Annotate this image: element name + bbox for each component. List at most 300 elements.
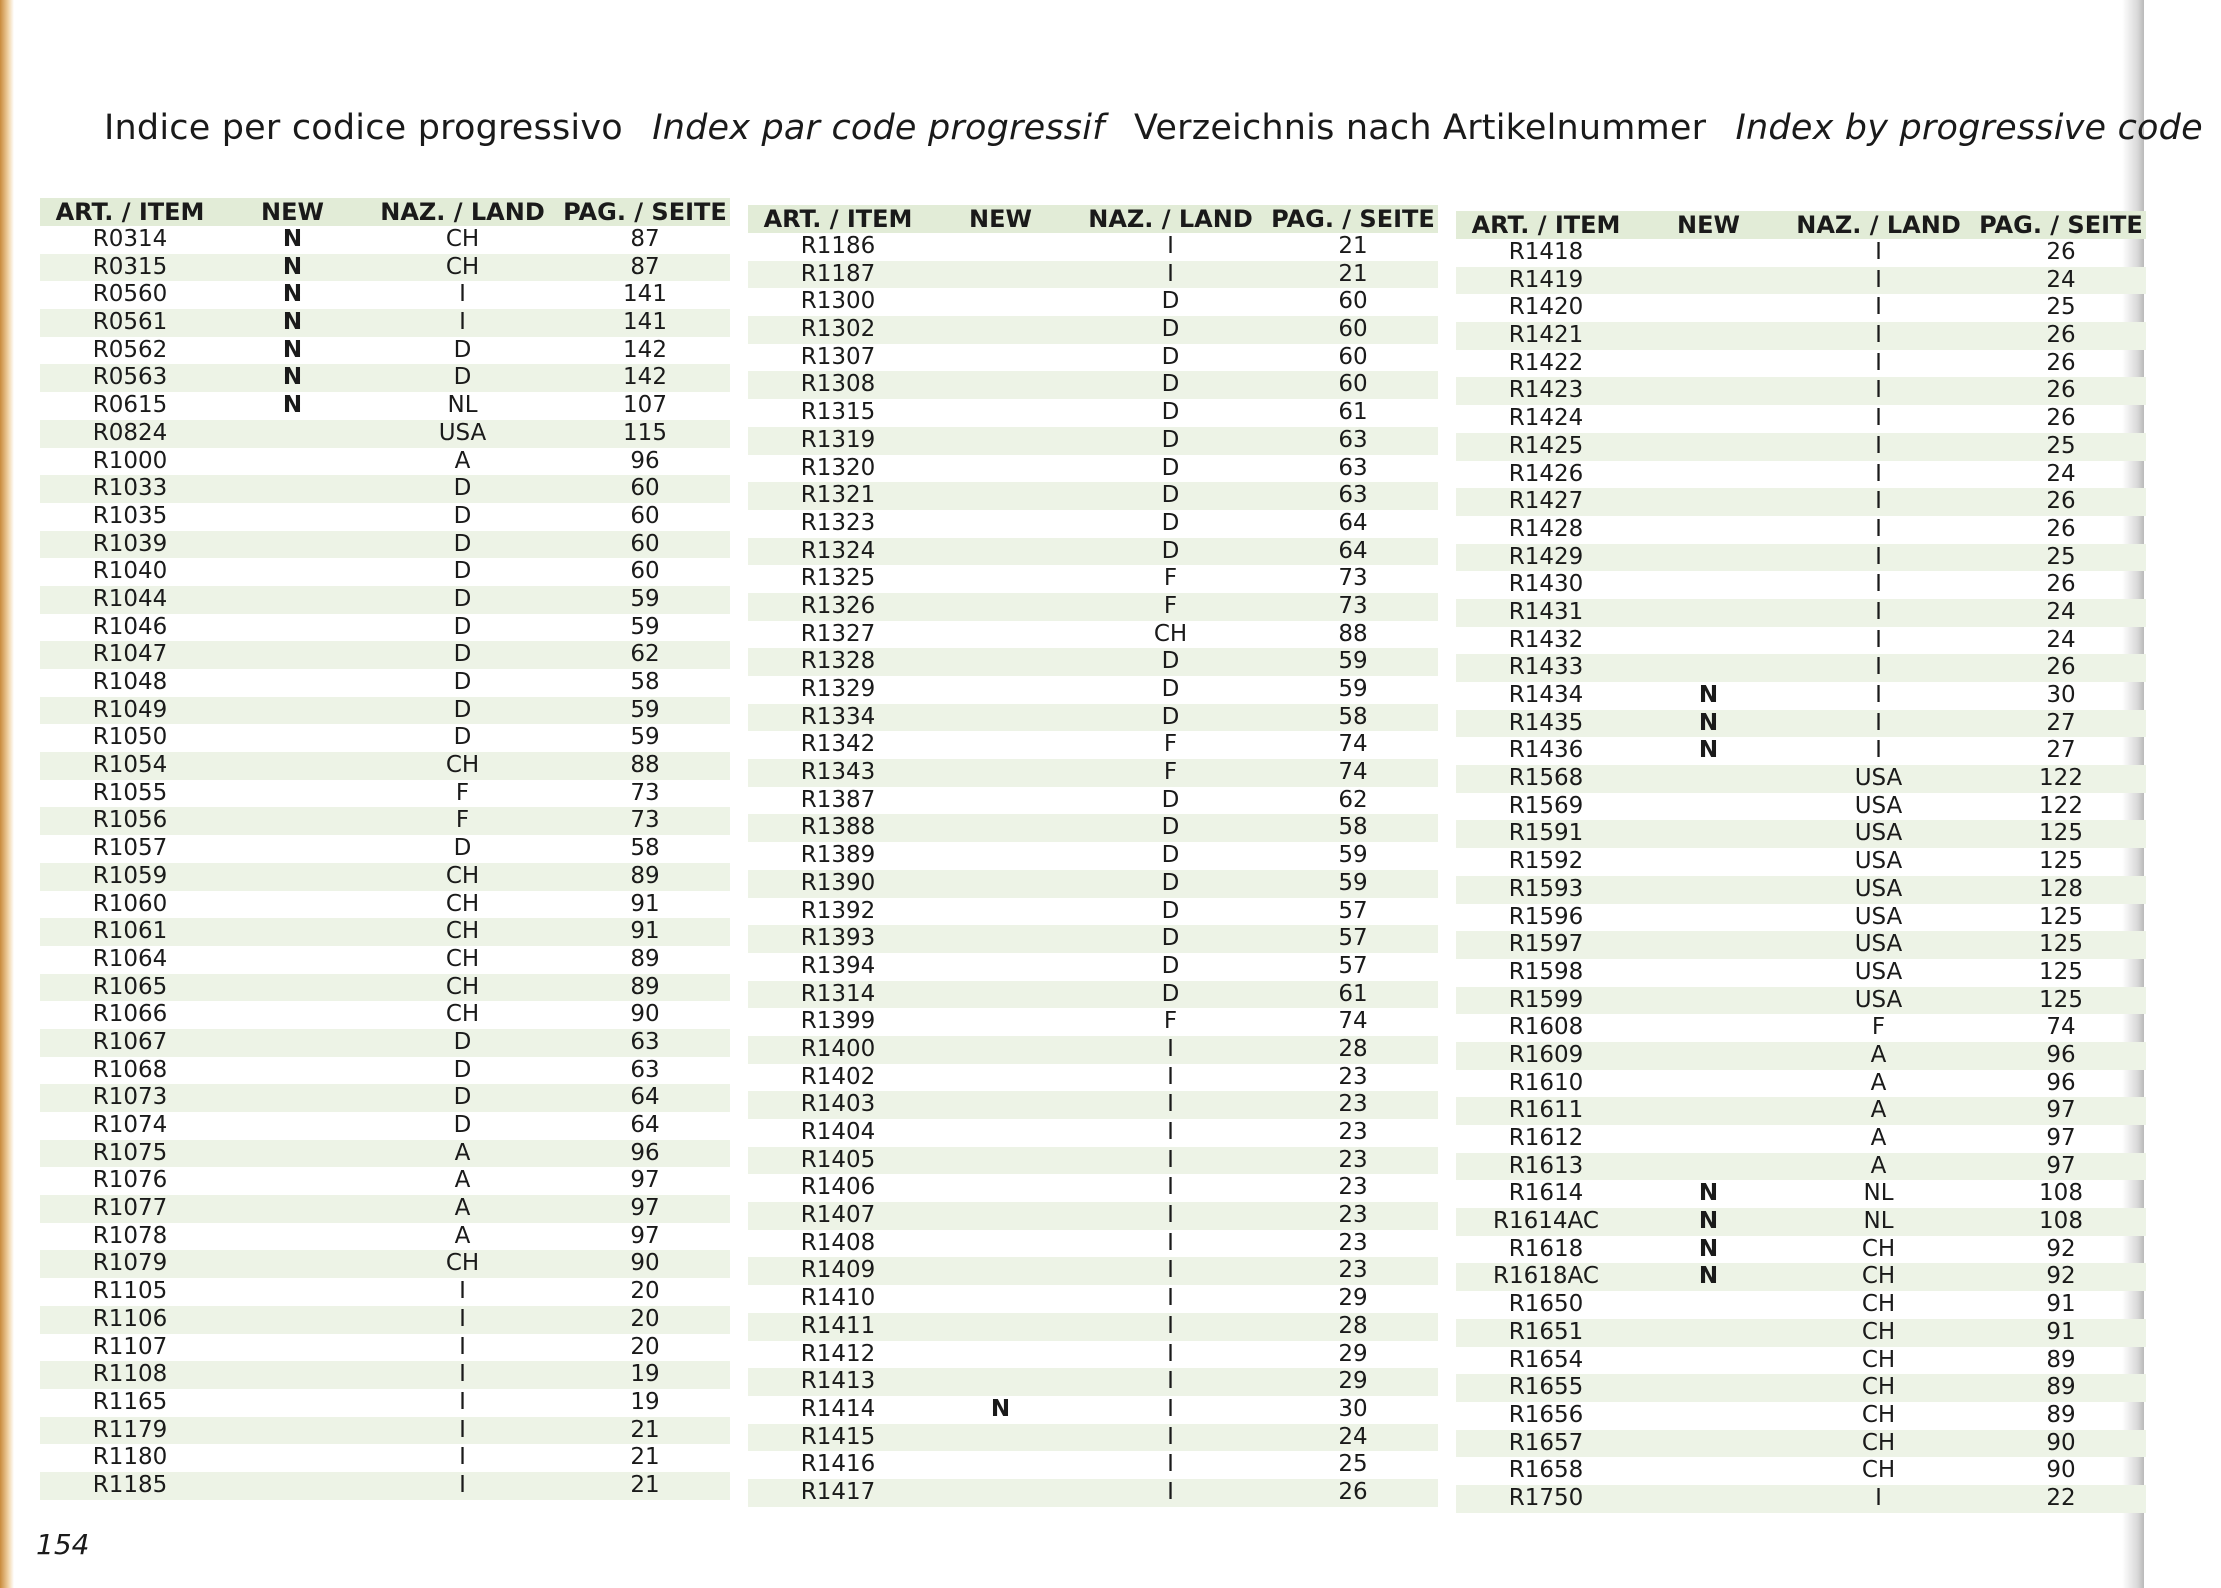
table-row <box>1456 405 2146 433</box>
page-ref: 60 <box>1338 316 1368 343</box>
page-title <box>104 108 2203 148</box>
item-code: R1328 <box>800 648 876 675</box>
country: I <box>1167 1451 1174 1478</box>
page-ref: 91 <box>2046 1318 2076 1345</box>
country: CH <box>1861 1374 1896 1401</box>
page-ref: 20 <box>630 1278 660 1305</box>
page-ref: 24 <box>2046 626 2076 653</box>
page-ref: 22 <box>2046 1484 2076 1511</box>
page-ref: 28 <box>1338 1312 1368 1339</box>
item-code: R1410 <box>800 1285 876 1312</box>
page-ref: 59 <box>1338 676 1368 702</box>
country: D <box>1161 814 1180 841</box>
table-row <box>748 704 1438 732</box>
item-code: R1000 <box>92 447 168 474</box>
new-flag: N <box>282 226 303 252</box>
country: I <box>459 1416 466 1443</box>
item-code: R1321 <box>800 482 876 509</box>
item-code: R1319 <box>800 426 876 453</box>
table-row <box>1456 931 2146 959</box>
country: D <box>1161 869 1180 896</box>
country: CH <box>1861 1457 1896 1484</box>
page-ref: 60 <box>1338 288 1368 315</box>
page-ref: 25 <box>2046 294 2076 321</box>
page-ref: 58 <box>630 669 660 695</box>
table-row <box>1456 904 2146 932</box>
country: D <box>453 1056 472 1083</box>
item-code: R1073 <box>92 1084 168 1111</box>
country: I <box>1167 1478 1174 1505</box>
country: CH <box>1861 1429 1896 1456</box>
item-code: R1654 <box>1508 1346 1584 1373</box>
item-code: R1414 <box>800 1395 876 1422</box>
page-ref: 62 <box>630 641 660 668</box>
table-row <box>748 371 1438 399</box>
table-row <box>40 586 730 614</box>
item-code: R1413 <box>800 1368 876 1395</box>
item-code: R1417 <box>800 1478 876 1505</box>
page-ref: 87 <box>630 226 660 252</box>
item-code: R1650 <box>1508 1291 1584 1318</box>
item-code: R1430 <box>1508 571 1584 598</box>
table-row <box>1456 1319 2146 1347</box>
item-code: R1061 <box>92 918 168 945</box>
table-row <box>40 1389 730 1417</box>
table-row <box>1456 571 2146 599</box>
item-code: R1325 <box>800 565 876 592</box>
item-code: R1411 <box>800 1312 876 1339</box>
header-item: ART. / ITEM <box>763 205 913 233</box>
table-row <box>1456 1457 2146 1485</box>
table-row <box>40 614 730 642</box>
table-row <box>1456 710 2146 738</box>
item-code: R1039 <box>92 530 168 557</box>
table-row <box>748 316 1438 344</box>
page-ref: 90 <box>2046 1429 2076 1456</box>
page-ref: 21 <box>630 1471 660 1498</box>
page-ref: 26 <box>1338 1478 1368 1505</box>
country: D <box>1161 399 1180 426</box>
item-code: R1434 <box>1508 682 1584 708</box>
item-code: R1415 <box>800 1423 876 1450</box>
page-ref: 26 <box>2046 405 2076 432</box>
country: I <box>1167 260 1174 287</box>
title-italian: Indice per codice progressivo <box>104 108 623 148</box>
table-row <box>40 1472 730 1500</box>
page-ref: 23 <box>1338 1091 1368 1118</box>
page-ref: 88 <box>630 752 660 779</box>
item-code: R1658 <box>1508 1457 1584 1484</box>
item-code: R1433 <box>1508 654 1584 681</box>
header-new: NEW <box>969 205 1032 233</box>
country: I <box>1167 1368 1174 1395</box>
table-row <box>748 842 1438 870</box>
new-flag: N <box>1698 709 1719 736</box>
table-row <box>748 344 1438 372</box>
table-row <box>748 1008 1438 1036</box>
page-ref: 115 <box>623 419 667 446</box>
table-row <box>1456 1291 2146 1319</box>
table-row <box>748 1119 1438 1147</box>
table-row <box>40 1084 730 1112</box>
item-code: R1327 <box>800 620 876 647</box>
table-row <box>40 558 730 586</box>
table-row <box>748 233 1438 261</box>
item-code: R1408 <box>800 1229 876 1256</box>
country: NL <box>1863 1180 1894 1207</box>
page-ref: 89 <box>630 945 660 972</box>
page-ref: 122 <box>2039 765 2083 792</box>
item-code: R1614AC <box>1493 1208 1599 1235</box>
page-ref: 63 <box>1338 482 1368 509</box>
table-row <box>40 448 730 476</box>
country: I <box>459 1305 466 1332</box>
page-ref: 19 <box>630 1361 660 1388</box>
item-code: R1390 <box>800 869 876 896</box>
page-ref: 142 <box>623 364 667 391</box>
item-code: R1185 <box>92 1471 168 1498</box>
page-ref: 25 <box>2046 432 2076 459</box>
item-code: R1657 <box>1508 1429 1584 1456</box>
table-row <box>40 281 730 309</box>
index-table-column-3 <box>1456 211 2146 1513</box>
item-code: R1593 <box>1508 875 1584 902</box>
table-row <box>40 1057 730 1085</box>
country: I <box>459 1361 466 1388</box>
country: I <box>459 309 466 336</box>
country: I <box>459 1444 466 1471</box>
page-ref: 25 <box>2046 543 2076 570</box>
country: A <box>1870 1069 1887 1096</box>
country: USA <box>1854 765 1903 792</box>
table-row <box>1456 987 2146 1015</box>
country: D <box>453 613 472 640</box>
table-header <box>40 198 730 226</box>
item-code: R1611 <box>1508 1097 1584 1124</box>
page-ref: 64 <box>1338 509 1368 536</box>
table-row <box>1456 682 2146 710</box>
item-code: R1064 <box>92 945 168 972</box>
page-ref: 89 <box>2046 1374 2076 1401</box>
country: I <box>1875 598 1882 625</box>
new-flag: N <box>1698 737 1719 764</box>
page-ref: 90 <box>630 1250 660 1277</box>
table-row <box>40 475 730 503</box>
table-row <box>748 759 1438 787</box>
table-row <box>1456 433 2146 461</box>
item-code: R1609 <box>1508 1041 1584 1068</box>
item-code: R1050 <box>92 724 168 751</box>
page-ref: 28 <box>1338 1035 1368 1062</box>
country: D <box>1161 786 1180 813</box>
country: F <box>1163 731 1178 758</box>
country: CH <box>445 918 480 945</box>
page-ref: 63 <box>630 1028 660 1055</box>
page-ref: 59 <box>630 696 660 723</box>
title-english: Index by progressive code <box>1735 108 2203 148</box>
page-ref: 29 <box>1338 1340 1368 1367</box>
table-row <box>40 1417 730 1445</box>
table-row <box>40 1278 730 1306</box>
table-row <box>40 337 730 365</box>
country: D <box>453 502 472 529</box>
table-row <box>748 1285 1438 1313</box>
table-row <box>748 1091 1438 1119</box>
item-code: R1187 <box>800 260 876 287</box>
table-body <box>1456 239 2146 1513</box>
item-code: R1421 <box>1508 322 1584 349</box>
country: NL <box>447 392 478 419</box>
country: CH <box>445 862 480 889</box>
page-ref: 23 <box>1338 1229 1368 1256</box>
table-row <box>40 531 730 559</box>
country: I <box>459 1471 466 1498</box>
page-ref: 89 <box>630 862 660 889</box>
country: I <box>1875 432 1882 459</box>
country: I <box>1875 377 1882 404</box>
page-ref: 61 <box>1338 399 1368 426</box>
country: F <box>1163 1008 1178 1035</box>
table-row <box>40 946 730 974</box>
page-ref: 108 <box>2039 1208 2083 1235</box>
page-ref: 57 <box>1338 952 1368 979</box>
country: CH <box>445 1250 480 1277</box>
table-row <box>748 399 1438 427</box>
page-ref: 63 <box>630 1056 660 1083</box>
country: D <box>1161 288 1180 315</box>
page-ref: 26 <box>2046 322 2076 349</box>
page-ref: 64 <box>630 1084 660 1111</box>
country: D <box>1161 537 1180 564</box>
item-code: R0615 <box>92 392 168 419</box>
page-ref: 26 <box>2046 571 2076 598</box>
new-flag: N <box>1698 1263 1719 1290</box>
item-code: R1608 <box>1508 1014 1584 1041</box>
item-code: R1040 <box>92 558 168 585</box>
country: I <box>1167 1202 1174 1229</box>
header-page: PAG. / SEITE <box>563 198 727 226</box>
page-ref: 64 <box>1338 537 1368 564</box>
item-code: R1404 <box>800 1119 876 1145</box>
item-code: R1047 <box>92 641 168 668</box>
table-row <box>40 641 730 669</box>
country: I <box>1167 233 1174 259</box>
country: CH <box>445 253 480 280</box>
new-flag: N <box>1698 1235 1719 1262</box>
page-ref: 74 <box>1338 731 1368 758</box>
table-row <box>40 1444 730 1472</box>
page-number: 154 <box>36 1528 90 1561</box>
country: CH <box>1861 1346 1896 1373</box>
table-row <box>748 1036 1438 1064</box>
new-flag: N <box>282 309 303 336</box>
country: D <box>1161 371 1180 398</box>
page-ref: 21 <box>630 1444 660 1471</box>
page-ref: 61 <box>1338 980 1368 1007</box>
item-code: R1568 <box>1508 765 1584 792</box>
country: D <box>453 530 472 557</box>
header-page: PAG. / SEITE <box>1979 211 2143 239</box>
country: USA <box>1854 931 1903 958</box>
new-flag: N <box>282 253 303 280</box>
new-flag: N <box>1698 682 1719 708</box>
item-code: R1426 <box>1508 460 1584 487</box>
table-row <box>40 863 730 891</box>
page-ref: 108 <box>2039 1180 2083 1207</box>
page-ref: 26 <box>2046 349 2076 376</box>
country: USA <box>438 419 487 446</box>
item-code: R1066 <box>92 1001 168 1028</box>
item-code: R1423 <box>1508 377 1584 404</box>
country: D <box>1161 897 1180 924</box>
country: I <box>1167 1174 1174 1201</box>
page-ref: 97 <box>630 1222 660 1249</box>
table-row <box>1456 1042 2146 1070</box>
item-code: R1105 <box>92 1278 168 1305</box>
page-ref: 59 <box>1338 869 1368 896</box>
page-ref: 91 <box>2046 1291 2076 1318</box>
table-row <box>40 226 730 254</box>
table-row <box>1456 239 2146 267</box>
country: A <box>1870 1125 1887 1151</box>
item-code: R1343 <box>800 759 876 786</box>
table-row <box>40 807 730 835</box>
country: USA <box>1854 792 1903 819</box>
country: D <box>1161 426 1180 453</box>
page-ref: 24 <box>2046 266 2076 293</box>
item-code: R1592 <box>1508 848 1584 875</box>
table-row <box>748 1064 1438 1092</box>
table-row <box>748 870 1438 898</box>
country: D <box>1161 316 1180 343</box>
page-ref: 89 <box>2046 1346 2076 1373</box>
page-ref: 60 <box>630 558 660 585</box>
item-code: R0315 <box>92 253 168 280</box>
country: USA <box>1854 958 1903 985</box>
item-code: R0562 <box>92 336 168 363</box>
page-ref: 62 <box>1338 786 1368 813</box>
page-ref: 96 <box>630 447 660 474</box>
page-ref: 58 <box>1338 814 1368 841</box>
header-country: NAZ. / LAND <box>380 198 545 226</box>
table-row <box>748 621 1438 649</box>
table-row <box>1456 488 2146 516</box>
country: CH <box>445 1001 480 1028</box>
table-row <box>40 724 730 752</box>
page-ref: 63 <box>1338 426 1368 453</box>
page-ref: 73 <box>1338 565 1368 592</box>
page-ref: 20 <box>630 1333 660 1360</box>
item-code: R1425 <box>1508 432 1584 459</box>
country: USA <box>1854 848 1903 875</box>
table-row <box>40 891 730 919</box>
country: D <box>1161 482 1180 509</box>
table-row <box>1456 1485 2146 1513</box>
item-code: R1326 <box>800 592 876 619</box>
item-code: R1302 <box>800 316 876 343</box>
item-code: R1076 <box>92 1167 168 1194</box>
table-row <box>40 1001 730 1029</box>
country: I <box>1875 543 1882 570</box>
table-row <box>1456 1347 2146 1375</box>
country: D <box>453 336 472 363</box>
page-ref: 74 <box>1338 759 1368 786</box>
table-row <box>748 565 1438 593</box>
table-body <box>748 233 1438 1507</box>
table-row <box>40 1195 730 1223</box>
item-code: R1416 <box>800 1451 876 1478</box>
item-code: R1435 <box>1508 709 1584 736</box>
item-code: R1598 <box>1508 958 1584 985</box>
country: CH <box>1861 1318 1896 1345</box>
item-code: R1388 <box>800 814 876 841</box>
page-ref: 58 <box>1338 703 1368 730</box>
table-row <box>1456 350 2146 378</box>
country: D <box>1161 703 1180 730</box>
country: D <box>1161 676 1180 702</box>
page-ref: 29 <box>1338 1285 1368 1312</box>
item-code: R1409 <box>800 1257 876 1284</box>
table-row <box>748 953 1438 981</box>
new-flag: N <box>990 1395 1011 1422</box>
country: CH <box>445 890 480 917</box>
table-row <box>1456 737 2146 765</box>
country: F <box>1163 565 1178 592</box>
item-code: R1329 <box>800 676 876 702</box>
country: I <box>1167 1340 1174 1367</box>
item-code: R1424 <box>1508 405 1584 432</box>
table-row <box>40 254 730 282</box>
item-code: R1389 <box>800 842 876 869</box>
table-row <box>1456 1374 2146 1402</box>
table-row <box>40 1140 730 1168</box>
country: CH <box>445 226 480 252</box>
header-new: NEW <box>261 198 324 226</box>
item-code: R1432 <box>1508 626 1584 653</box>
page-ref: 59 <box>1338 842 1368 869</box>
country: I <box>1167 1146 1174 1173</box>
item-code: R1569 <box>1508 792 1584 819</box>
item-code: R1399 <box>800 1008 876 1035</box>
item-code: R1596 <box>1508 903 1584 930</box>
table-row <box>40 1334 730 1362</box>
page-ref: 141 <box>623 309 667 336</box>
table-row <box>1456 294 2146 322</box>
new-flag: N <box>1698 1180 1719 1207</box>
table-row <box>748 482 1438 510</box>
page-ref: 27 <box>2046 737 2076 764</box>
page-ref: 128 <box>2039 875 2083 902</box>
item-code: R0824 <box>92 419 168 446</box>
page-ref: 60 <box>630 475 660 502</box>
page-ref: 125 <box>2039 958 2083 985</box>
page-ref: 26 <box>2046 654 2076 681</box>
table-row <box>40 1250 730 1278</box>
country: F <box>1163 759 1178 786</box>
table-row <box>40 420 730 448</box>
page-ref: 30 <box>2046 682 2076 708</box>
table-row <box>748 288 1438 316</box>
item-code: R1074 <box>92 1112 168 1138</box>
country: CH <box>445 973 480 1000</box>
item-code: R1314 <box>800 980 876 1007</box>
item-code: R1186 <box>800 233 876 259</box>
item-code: R1387 <box>800 786 876 813</box>
table-row <box>1456 1125 2146 1153</box>
page-ref: 20 <box>630 1305 660 1332</box>
page-ref: 57 <box>1338 925 1368 952</box>
table-row <box>1456 793 2146 821</box>
